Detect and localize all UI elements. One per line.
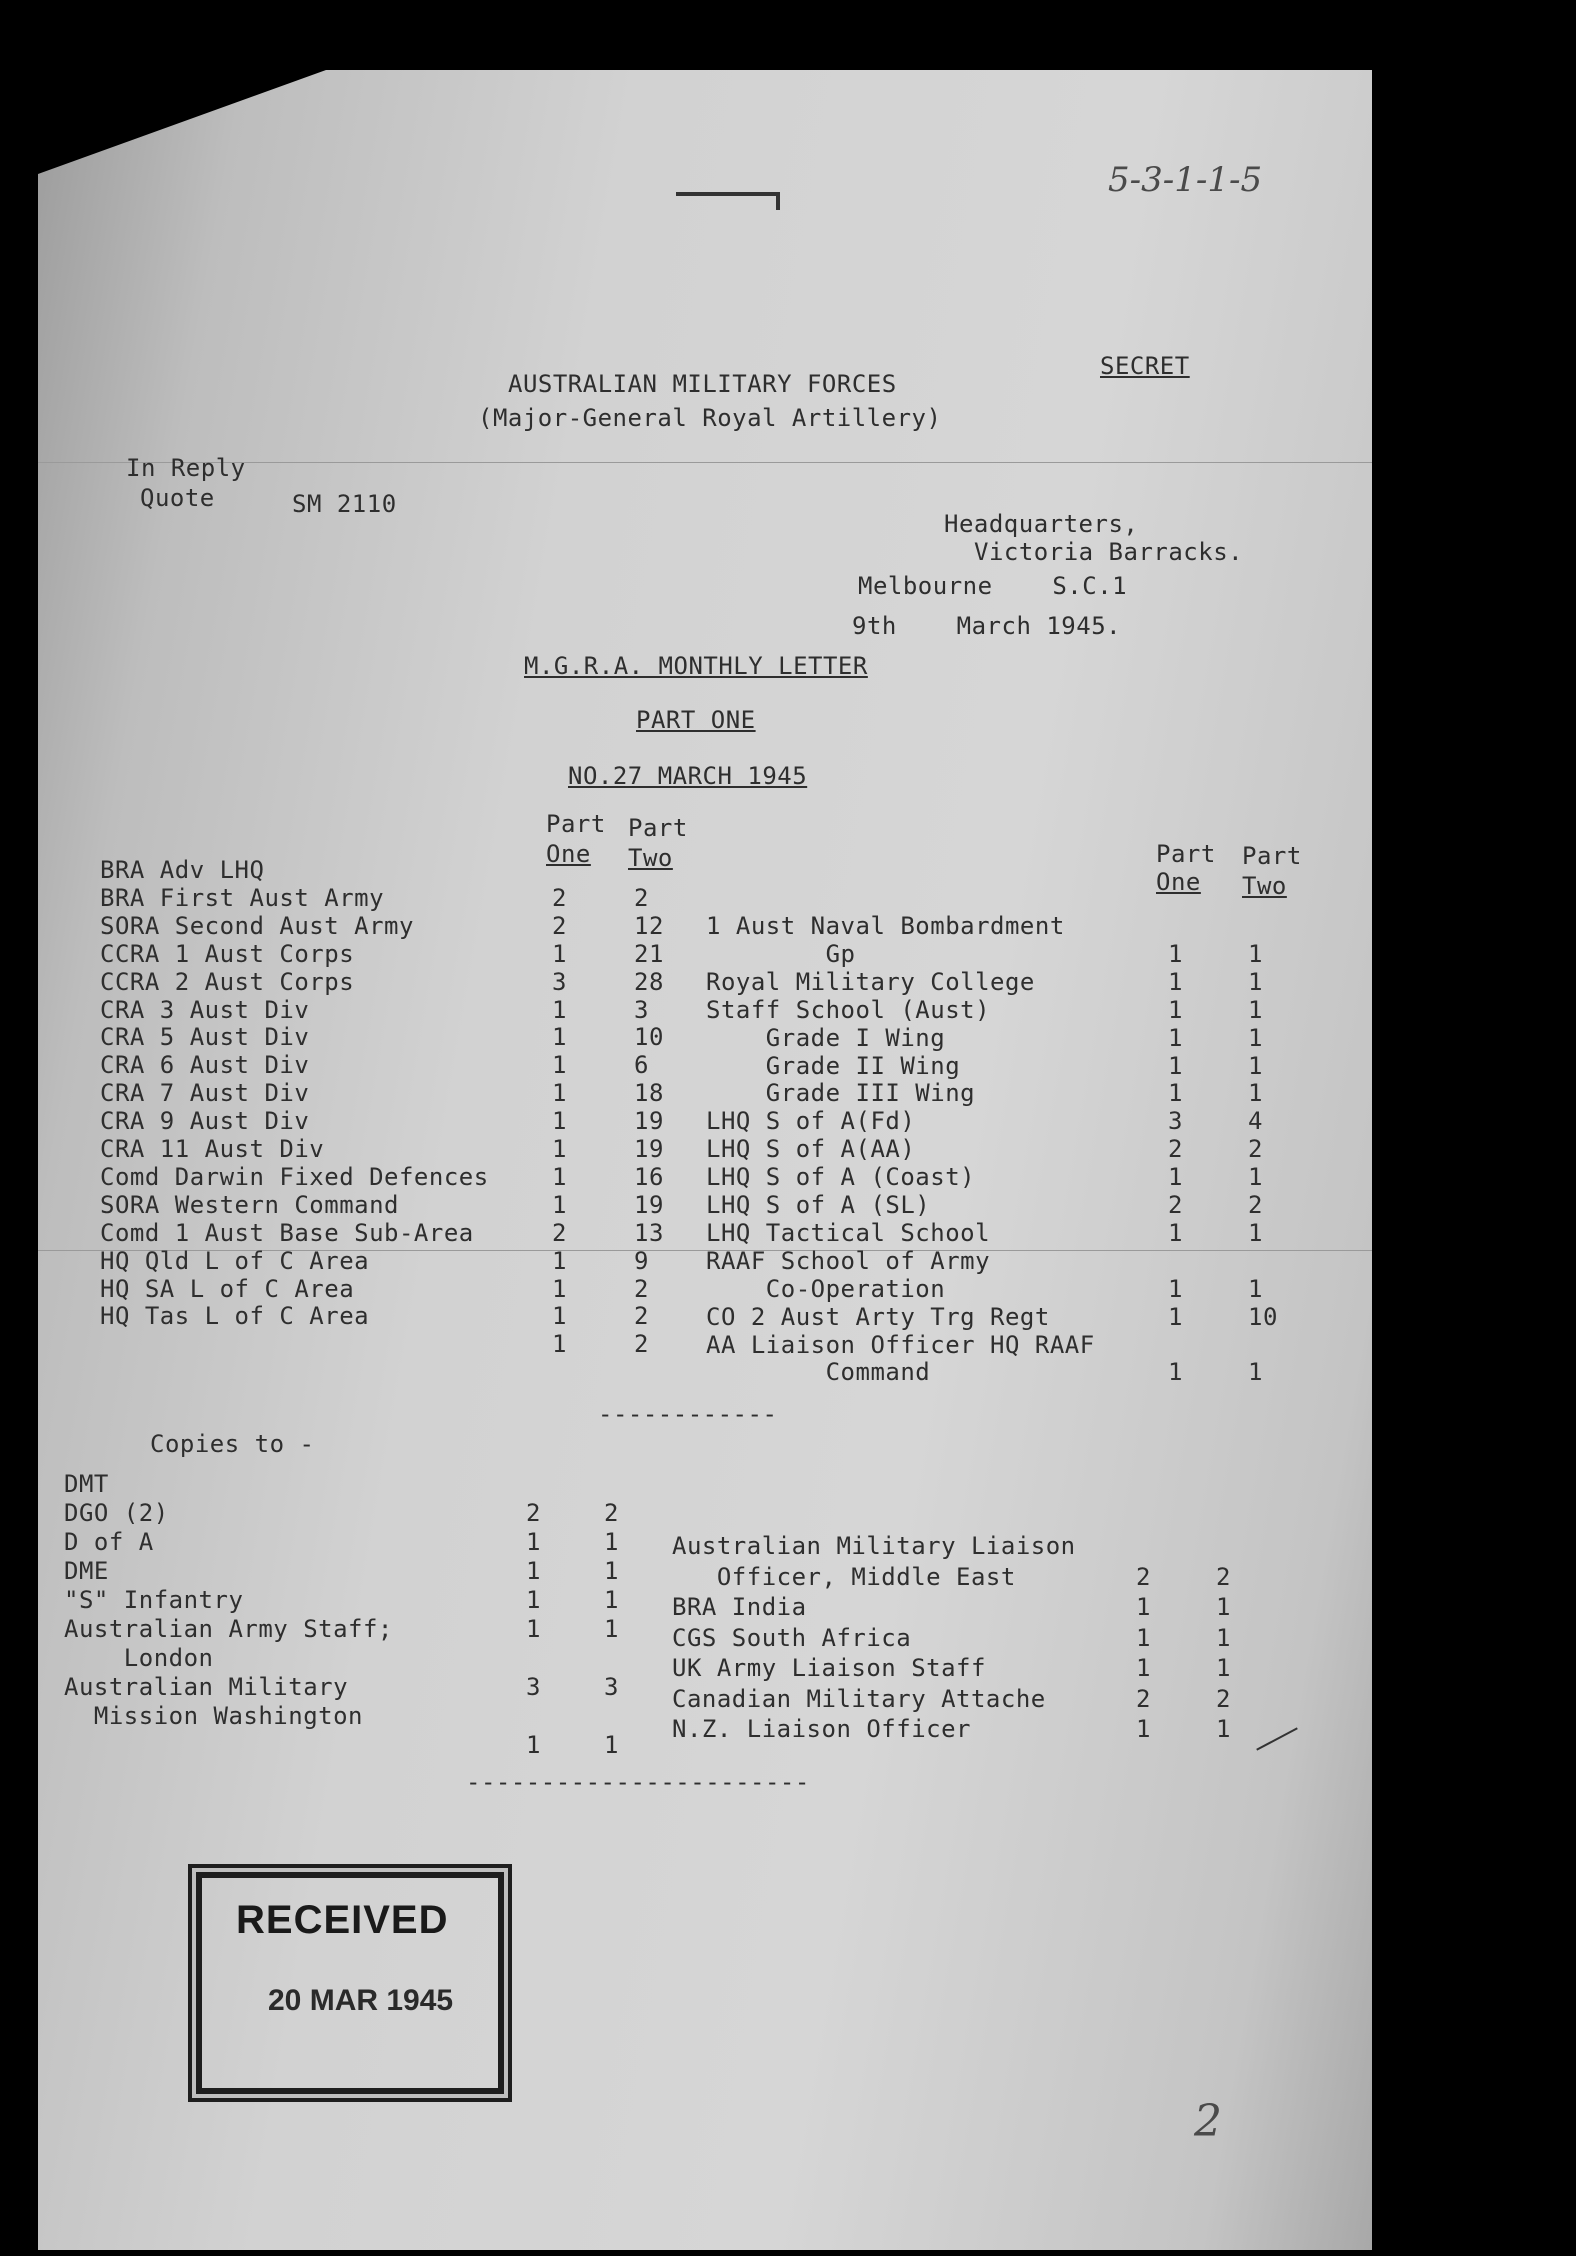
list-item-name: LHQ S of A (Coast) <box>706 1163 976 1192</box>
list-item-part-two: 1 <box>1248 1079 1263 1108</box>
list-item-name: Comd 1 Aust Base Sub-Area <box>100 1218 474 1247</box>
list-item-name: SORA Western Command <box>100 1190 399 1219</box>
list-item-part-two: 1 <box>604 1557 619 1585</box>
list-item-name: HQ SA L of C Area <box>100 1274 355 1303</box>
list-item-part-one: 3 <box>526 1673 541 1701</box>
list-item-part-one: 1 <box>1168 1079 1183 1108</box>
list-item-part-two: 1 <box>1248 995 1263 1024</box>
list-item-part-one: 2 <box>1168 1135 1183 1164</box>
list-item-part-two: 2 <box>634 1330 649 1359</box>
list-item-part-one: 1 <box>1168 1274 1183 1303</box>
list-item-part-one: 1 <box>1168 1302 1183 1331</box>
list-item-part-one: 1 <box>1168 1051 1183 1080</box>
list-item-part-two: 21 <box>634 939 664 968</box>
list-item-part-one: 3 <box>552 967 567 996</box>
list-item-name: N.Z. Liaison Officer <box>672 1715 971 1743</box>
list-item-part-one: 1 <box>552 1023 567 1052</box>
copies-to-heading: Copies to - <box>150 1430 315 1458</box>
col-head-one: One <box>546 840 591 868</box>
page-mark: 2 <box>1194 2096 1222 2147</box>
list-item-name: LHQ S of A(AA) <box>706 1135 916 1164</box>
list-item-part-one: 1 <box>552 1274 567 1303</box>
list-item-part-two: 1 <box>1216 1715 1231 1743</box>
list-item-name: CRA 9 Aust Div <box>100 1107 310 1136</box>
list-item-name: Australian Military Liaison <box>672 1532 1076 1560</box>
stamp-received-label: RECEIVED <box>236 1898 449 1942</box>
list-item-part-one: 1 <box>1168 995 1183 1024</box>
list-item-part-two: 6 <box>634 1051 649 1080</box>
list-item-part-two: 28 <box>634 967 664 996</box>
list-item-part-two: 2 <box>634 1302 649 1331</box>
list-item-name: LHQ S of A (SL) <box>706 1191 931 1219</box>
list-item-name: DGO (2) <box>64 1499 169 1527</box>
list-item-part-two: 10 <box>1248 1302 1278 1331</box>
col-head-two: Two <box>628 844 673 872</box>
list-item-name: Co-Operation <box>706 1274 946 1303</box>
list-item-name: Grade III Wing <box>706 1079 976 1108</box>
list-item-name: Grade II Wing <box>706 1051 961 1080</box>
list-item-name: RAAF School of Army <box>706 1246 991 1275</box>
list-item-part-two: 1 <box>1248 1023 1263 1052</box>
list-item-part-two: 3 <box>604 1673 619 1701</box>
list-item-part-two: 2 <box>1216 1684 1231 1713</box>
list-item-part-one: 1 <box>552 1079 567 1108</box>
list-item-part-one: 1 <box>526 1586 541 1614</box>
list-item-part-one: 2 <box>552 911 567 940</box>
list-item-name: CCRA 2 Aust Corps <box>100 967 355 996</box>
list-item-name: CRA 5 Aust Div <box>100 1023 310 1052</box>
list-item-part-one: 1 <box>526 1731 541 1759</box>
list-item-name: 1 Aust Naval Bombardment <box>706 912 1065 940</box>
list-item-name: Royal Military College <box>706 967 1035 996</box>
list-item-part-two: 19 <box>634 1107 664 1136</box>
list-item-part-one: 1 <box>552 1162 567 1191</box>
list-item-part-two: 1 <box>1248 1051 1263 1080</box>
list-item-part-one: 1 <box>1136 1623 1151 1652</box>
list-item-name: BRA Adv LHQ <box>100 856 265 884</box>
list-item-name: LHQ Tactical School <box>706 1218 991 1247</box>
list-item-part-one: 1 <box>1168 967 1183 996</box>
list-item-part-one: 1 <box>552 1302 567 1331</box>
document-date: 9th March 1945. <box>852 612 1122 640</box>
paper-clip-mark <box>676 192 780 210</box>
list-item-part-two: 2 <box>1216 1562 1231 1591</box>
list-item-part-one: 1 <box>526 1557 541 1585</box>
list-item-name: Comd Darwin Fixed Defences <box>100 1162 489 1191</box>
reply-reference: SM 2110 <box>292 490 397 518</box>
list-item-part-two: 2 <box>634 1274 649 1303</box>
list-item-name: CO 2 Aust Arty Trg Regt <box>706 1302 1050 1331</box>
list-item-name: CRA 11 Aust Div <box>100 1135 325 1163</box>
list-item-part-one: 2 <box>1136 1562 1151 1591</box>
list-item-name: DMT <box>64 1470 109 1498</box>
list-item-part-one: 2 <box>1136 1684 1151 1713</box>
list-item-name: CGS South Africa <box>672 1623 912 1652</box>
list-item-name: Staff School (Aust) <box>706 995 991 1024</box>
list-item-part-one: 1 <box>1168 1218 1183 1247</box>
list-item-part-one: 1 <box>1168 1358 1183 1387</box>
list-item-part-two: 13 <box>634 1218 664 1247</box>
list-item-part-one: 1 <box>552 1190 567 1219</box>
list-item-part-two: 1 <box>1248 967 1263 996</box>
list-item-name: Gp <box>706 939 856 968</box>
list-item-part-two: 1 <box>1216 1623 1231 1652</box>
org-line-2: (Major-General Royal Artillery) <box>478 404 942 432</box>
list-item-part-two: 1 <box>1216 1593 1231 1621</box>
list-item-part-one: 2 <box>1168 1191 1183 1219</box>
list-item-part-one: 1 <box>1136 1715 1151 1743</box>
list-item-part-one: 1 <box>1168 1163 1183 1192</box>
list-item-name: CRA 7 Aust Div <box>100 1079 310 1108</box>
list-item-name: Australian Army Staff; <box>64 1615 393 1643</box>
col-head-part: Part <box>1242 842 1302 870</box>
list-item-part-two: 4 <box>1248 1107 1263 1136</box>
list-item-part-two: 2 <box>604 1499 619 1527</box>
list-item-name: CRA 3 Aust Div <box>100 995 310 1024</box>
list-item-name: BRA India <box>672 1593 807 1621</box>
separator: ------------ <box>598 1400 778 1428</box>
list-item-part-one: 1 <box>552 1107 567 1136</box>
handwritten-reference: 5-3-1-1-5 <box>1108 160 1263 200</box>
list-item-part-two: 1 <box>1216 1654 1231 1682</box>
list-item-name: AA Liaison Officer HQ RAAF <box>706 1330 1095 1359</box>
part-label: PART ONE <box>636 706 756 734</box>
list-item-part-one: 2 <box>552 883 567 912</box>
list-item-part-two: 3 <box>634 995 649 1024</box>
stamp-date: 20 MAR 1945 <box>268 1984 454 2017</box>
list-item-part-two: 1 <box>604 1615 619 1643</box>
list-item-part-two: 10 <box>634 1023 664 1052</box>
col-head-two: Two <box>1242 872 1287 900</box>
reply-line-1: In Reply <box>126 454 246 482</box>
address-line: Melbourne S.C.1 <box>858 572 1128 600</box>
list-item-part-two: 2 <box>634 883 649 912</box>
list-item-part-two: 1 <box>1248 1274 1263 1303</box>
list-item-name: HQ Tas L of C Area <box>100 1302 370 1331</box>
list-item-name: BRA First Aust Army <box>100 883 385 912</box>
list-item-part-one: 1 <box>552 1135 567 1163</box>
list-item-part-one: 3 <box>1168 1107 1183 1136</box>
list-item-name: Australian Military <box>64 1673 349 1701</box>
list-item-part-two: 19 <box>634 1190 664 1219</box>
list-item-name: Canadian Military Attache <box>672 1684 1046 1713</box>
list-item-name: D of A <box>64 1528 154 1556</box>
list-item-part-one: 2 <box>552 1218 567 1247</box>
list-item-name: "S" Infantry <box>64 1586 244 1614</box>
issue-number: NO.27 MARCH 1945 <box>568 762 808 790</box>
list-item-name: HQ Qld L of C Area <box>100 1246 370 1275</box>
list-item-part-two: 9 <box>634 1246 649 1275</box>
list-item-part-two: 1 <box>1248 1163 1263 1192</box>
list-item-part-one: 1 <box>526 1528 541 1556</box>
list-item-part-two: 1 <box>1248 939 1263 968</box>
list-item-name: LHQ S of A(Fd) <box>706 1107 916 1136</box>
reply-line-2: Quote <box>140 484 215 512</box>
separator: ----------------------- <box>466 1768 810 1796</box>
list-item-part-one: 1 <box>552 995 567 1024</box>
list-item-name: DME <box>64 1557 109 1585</box>
org-line-1: AUSTRALIAN MILITARY FORCES <box>508 370 897 398</box>
list-item-part-one: 1 <box>552 939 567 968</box>
list-item-part-two: 1 <box>604 1586 619 1614</box>
list-item-part-two: 19 <box>634 1135 664 1163</box>
classification-label: SECRET <box>1100 352 1190 380</box>
list-item-name: SORA Second Aust Army <box>100 911 414 940</box>
address-line: Victoria Barracks. <box>974 538 1244 566</box>
list-item-part-two: 1 <box>1248 1218 1263 1247</box>
col-head-part: Part <box>628 814 688 842</box>
list-item-name: Command <box>706 1358 931 1387</box>
list-item-part-two: 2 <box>1248 1191 1263 1219</box>
col-head-part: Part <box>1156 840 1216 868</box>
list-item-part-two: 12 <box>634 911 664 940</box>
check-mark <box>1256 1727 1298 1750</box>
list-item-part-one: 1 <box>1136 1654 1151 1682</box>
list-item-part-one: 1 <box>1168 1023 1183 1052</box>
list-item-part-one: 1 <box>552 1330 567 1359</box>
list-item-name: CRA 6 Aust Div <box>100 1051 310 1080</box>
list-item-name: London <box>64 1644 214 1672</box>
received-stamp <box>196 1872 504 2094</box>
list-item-part-one: 1 <box>1168 939 1183 968</box>
col-head-part: Part <box>546 810 606 838</box>
list-item-part-two: 2 <box>1248 1135 1263 1164</box>
col-head-one: One <box>1156 868 1201 896</box>
list-item-part-two: 16 <box>634 1162 664 1191</box>
list-item-name: CCRA 1 Aust Corps <box>100 939 355 968</box>
list-item-part-one: 1 <box>526 1615 541 1643</box>
list-item-name: Officer, Middle East <box>672 1562 1016 1591</box>
list-item-part-one: 1 <box>552 1051 567 1080</box>
address-line: Headquarters, <box>944 510 1139 538</box>
list-item-part-one: 2 <box>526 1499 541 1527</box>
list-item-name: UK Army Liaison Staff <box>672 1654 986 1682</box>
list-item-part-one: 1 <box>552 1246 567 1275</box>
list-item-part-two: 1 <box>1248 1358 1263 1387</box>
list-item-name: Mission Washington <box>64 1702 363 1730</box>
list-item-part-one: 1 <box>1136 1593 1151 1621</box>
list-item-part-two: 18 <box>634 1079 664 1108</box>
document-title: M.G.R.A. MONTHLY LETTER <box>524 652 868 680</box>
list-item-name: Grade I Wing <box>706 1023 946 1052</box>
list-item-part-two: 1 <box>604 1731 619 1759</box>
list-item-part-two: 1 <box>604 1528 619 1556</box>
